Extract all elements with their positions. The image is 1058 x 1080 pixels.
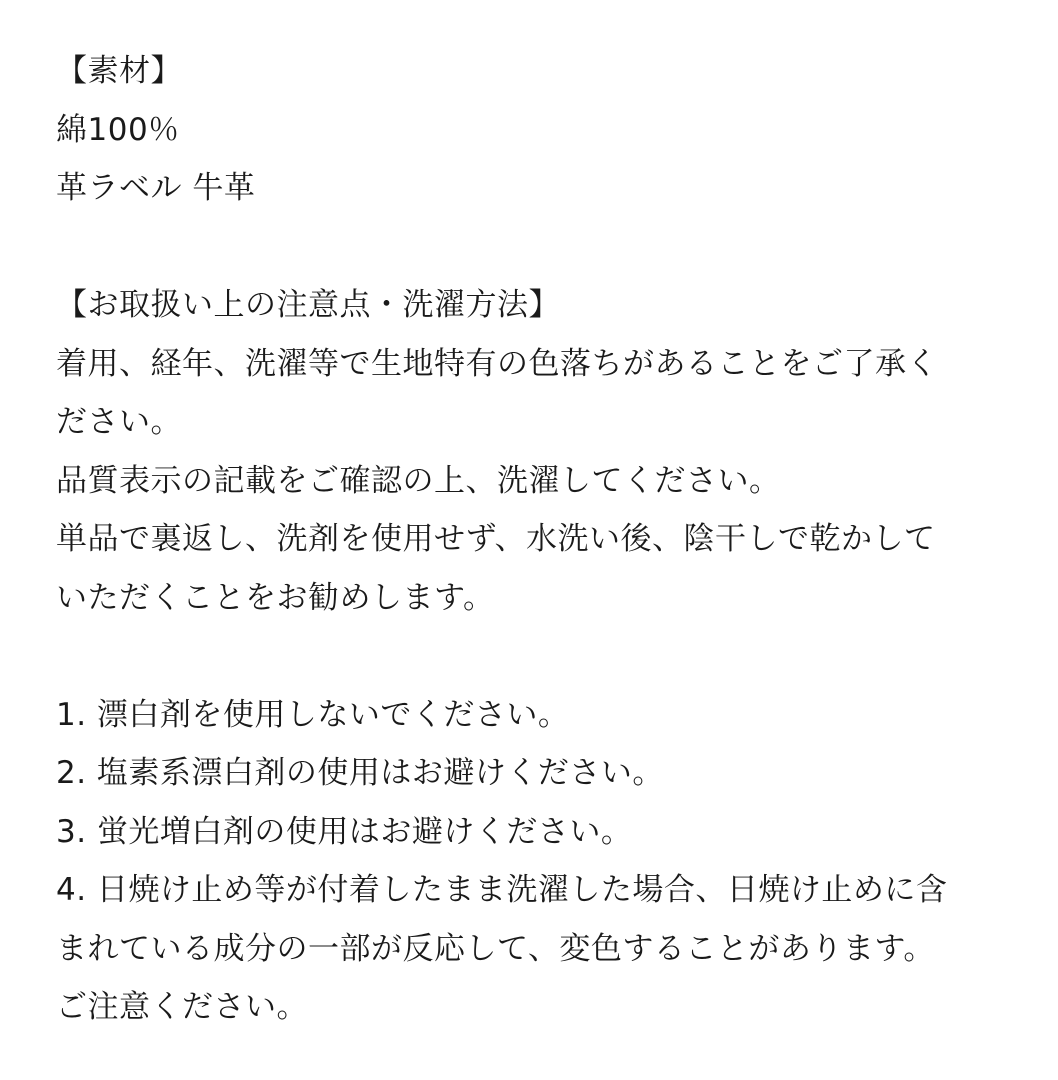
- spacer: [56, 627, 1046, 686]
- care-line: 品質表示の記載をご確認の上、洗濯してください。: [56, 462, 781, 499]
- care-line: 着用、経年、洗濯等で生地特有の色落ちがあることをご了承く: [56, 345, 938, 382]
- spacer: [56, 218, 1046, 277]
- care-line: 単品で裏返し、洗剤を使用せず、水洗い後、陰干しで乾かして: [56, 521, 936, 557]
- care-line: ださい。: [56, 404, 182, 440]
- note-item: まれている成分の一部が反応して、変色することがあります。: [56, 930, 935, 967]
- product-description: [56, 42, 1046, 1037]
- note-item: 1. 漂白剤を使用しないでください。: [56, 696, 570, 733]
- material-item-fabric: 綿100％: [56, 111, 180, 148]
- note-item: 3. 蛍光増白剤の使用はお避けください。: [56, 813, 633, 850]
- note-item: ご注意ください。: [56, 989, 308, 1025]
- material-item-label: 革ラベル 牛革: [56, 170, 256, 206]
- care-heading: 【お取扱い上の注意点・洗濯方法】: [56, 287, 560, 323]
- care-line: いただくことをお勧めします。: [56, 579, 495, 616]
- material-heading: 【素材】: [56, 53, 182, 89]
- note-item: 4. 日焼け止め等が付着したまま洗濯した場合、日焼け止めに含: [56, 872, 948, 908]
- note-item: 2. 塩素系漂白剤の使用はお避けください。: [56, 755, 664, 791]
